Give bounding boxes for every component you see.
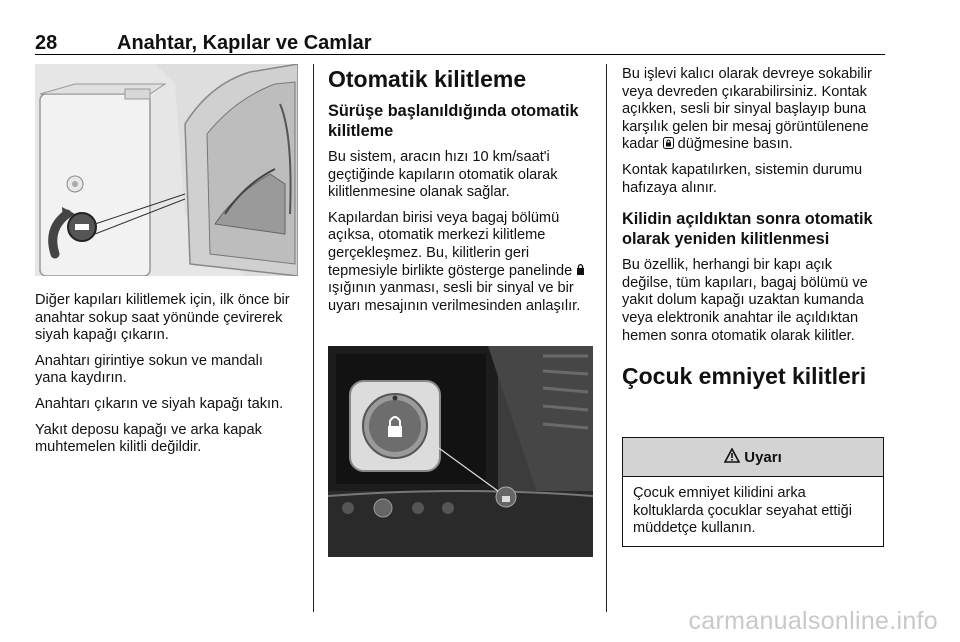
middle-paragraph: Kapılardan birisi veya bagaj bölümü açıksa, otomatik merkezi kilitleme gerçekleşmez. Bu, kilitlerin geri tepmesiyle birlikte gösterge panelinde ışığının yanması, sesli bir sinyal ve bir uyarı mesajının verilmesinden anlaşılır. — [328, 210, 593, 316]
left-paragraph: Anahtarı girintiye sokun ve mandalı yana kaydırın. — [35, 352, 263, 387]
lock-button-illustration — [328, 346, 593, 557]
left-paragraph: Yakıt deposu kapağı ve arka kapak muhtemelen kilitli değildir. — [35, 421, 262, 456]
right-paragraph: Bu özellik, herhangi bir kapı açık değilse, tüm kapıları, bagaj bölümü ve yakıt dolum kapağı uzaktan kumanda veya elektronik anahtar ile açıldıktan hemen sonra otomatik olarak kilitler. — [622, 257, 868, 344]
right-paragraph: Bu işlevi kalıcı olarak devreye sokabilir veya devreden çıkarabilirsiniz. Kontak açıkken, sesli bir sinyal başlayıp buna karşılık gelen bir mesaj görüntülenene kadar düğmesine basın. — [622, 66, 872, 153]
warning-text: Çocuk emniyet kilidini arka koltuklarda çocuklar seyahat ettiği müddetçe kullanın. — [633, 485, 853, 537]
header-rule — [35, 54, 885, 55]
right-paragraph: Kontak kapatılırken, sistemin durumu hafızaya alınır. — [622, 161, 863, 196]
column-divider-2 — [606, 64, 607, 612]
section-heading-child-lock: Çocuk emniyet kilitleri — [622, 363, 867, 390]
section-heading-auto-lock: Otomatik kilitleme — [328, 66, 527, 92]
left-column — [35, 292, 298, 465]
middle-paragraph: Bu sistem, aracın hızı 10 km/saat'i geçtiğinde kapıların otomatik olarak kilitlenmesine olanak sağlar. — [328, 149, 558, 201]
door-open-lock-icon — [576, 263, 585, 279]
right-column — [622, 66, 886, 398]
lock-button-icon — [663, 136, 674, 152]
page-title: Anahtar, Kapılar ve Camlar — [117, 32, 372, 54]
middle-column — [328, 66, 593, 323]
warning-triangle-icon — [724, 448, 740, 467]
page-number: 28 — [35, 32, 58, 54]
warning-title: Uyarı — [744, 448, 782, 466]
left-paragraph: Diğer kapıları kilitlemek için, ilk önce bir anahtar sokup saat yönünde çevirerek siyah kapağı çıkarın. — [35, 292, 290, 344]
column-divider-1 — [313, 64, 314, 612]
warning-header — [623, 438, 883, 477]
door-lock-illustration — [35, 64, 298, 276]
subheading-relock: Kilidin açıldıktan sonra otomatik olarak yeniden kilitlenmesi — [622, 210, 873, 249]
watermark: carmanualsonline.info — [688, 607, 938, 635]
subheading-drive-lock: Sürüşe başlanıldığında otomatik kilitleme — [328, 102, 579, 140]
warning-box — [622, 437, 884, 547]
left-paragraph: Anahtarı çıkarın ve siyah kapağı takın. — [35, 395, 284, 412]
